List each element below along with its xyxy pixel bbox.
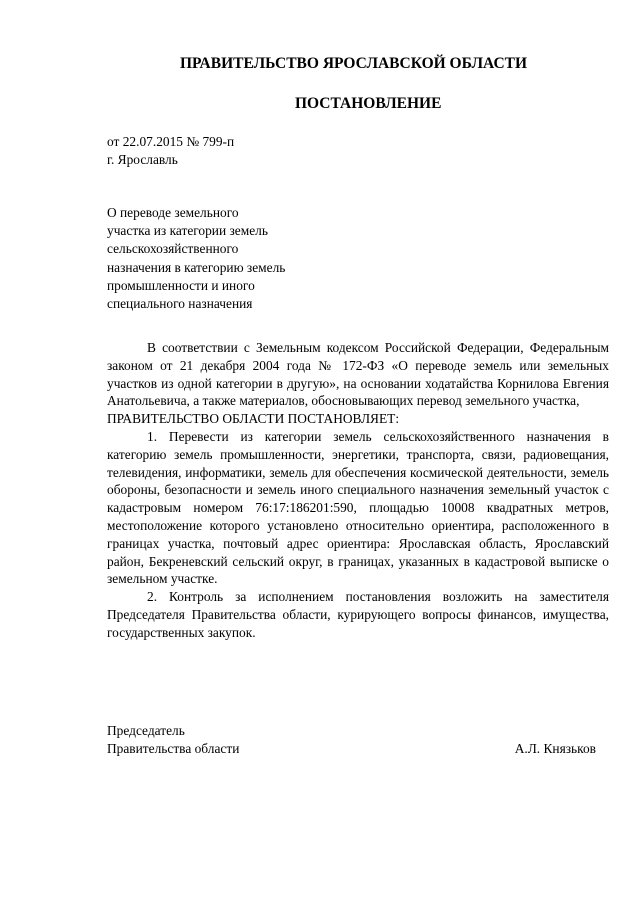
document-meta: [107, 133, 234, 169]
point-1-paragraph: 1. Перевести из категории земель сельскохозяйственного назначения в категорию земель промышленности, энергетики, транспорта, связи, радиовещания, телевидения, информатики, земель для обеспечения космической деятельности, земель обороны, безопасности и земель иного специального назначения земельный участок с кадастровым номером 76:17:186201:590, площадью 10008 квадратных метров, местоположение которого установлено относительно ориентира, расположенного в границах участка, почтовый адрес ориентира: Ярославская область, Ярославский район, Бекреневский сельский округ, в границах, указанных в кадастровой выписке о земельном участке.: [107, 428, 609, 587]
subject-line: участка из категории земель: [107, 223, 268, 239]
signature-row-name: [107, 740, 610, 758]
date-number: от 22.07.2015 № 799-п: [107, 134, 235, 149]
subject-line: О переводе земельного: [107, 205, 239, 220]
subject-line: специального назначения: [107, 296, 253, 312]
preamble-paragraph: В соответствии с Земельным кодексом Российской Федерации, Федеральным законом от 21 декабря 2004 года № 172-ФЗ «О переводе земель или земельных участков из одной категории в другую», на основании ходатайства Корнилова Евгения Анатольевича, а также материалов, обосновывающих перевод земельного участка,: [107, 340, 609, 409]
point-2-paragraph: 2. Контроль за исполнением постановления возложить на заместителя Председателя Правительства области, курирующего вопросы финансов, имущества, государственных закупок.: [107, 589, 609, 640]
signer-name: А.Л. Князьков: [514, 740, 596, 756]
resolves-line: ПРАВИТЕЛЬСТВО ОБЛАСТИ ПОСТАНОВЛЯЕТ:: [107, 411, 400, 427]
document-subject: [107, 204, 337, 313]
subject-line: промышленности и иного: [107, 277, 255, 293]
signature-row-position: [107, 722, 610, 740]
document-body: [107, 339, 609, 642]
government-title: ПРАВИТЕЛЬСТВО ЯРОСЛАВСКОЙ ОБЛАСТИ: [180, 55, 528, 72]
subject-line: сельскохозяйственного: [107, 241, 239, 257]
signer-position-line1: Председатель: [107, 723, 185, 738]
signer-position-line2: Правительства области: [107, 740, 240, 756]
city: г. Ярославль: [107, 152, 178, 167]
signature-block: [107, 722, 610, 758]
subject-line: назначения в категорию земель: [107, 259, 286, 275]
document-type: ПОСТАНОВЛЕНИЕ: [295, 95, 442, 112]
